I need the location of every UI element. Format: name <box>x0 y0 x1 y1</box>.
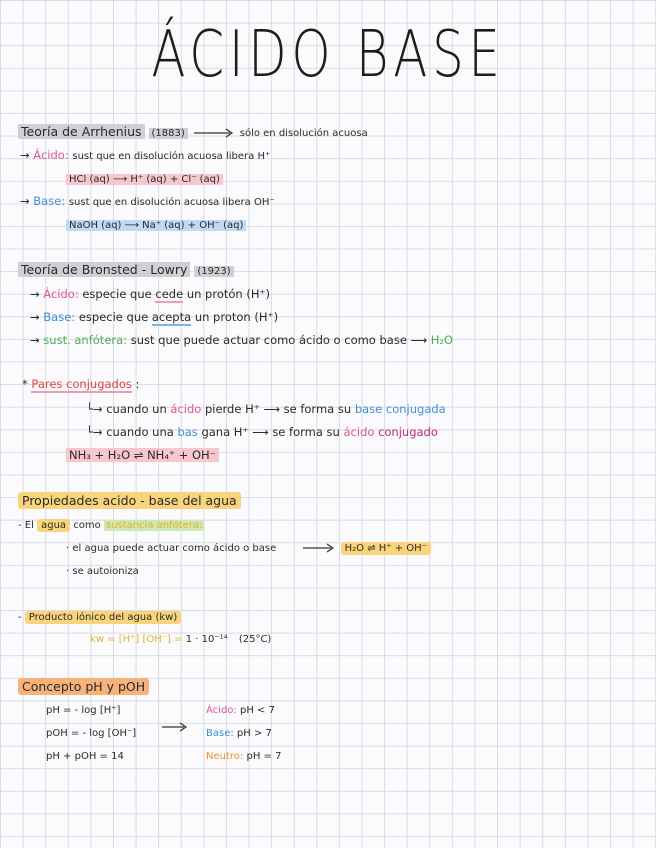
ph-acid-term: Ácido: <box>206 705 237 716</box>
agua-bullet-1 <box>66 541 431 556</box>
pares-l2-mid: gana H⁺ <box>201 425 249 439</box>
pares-l2-base: bas <box>177 425 198 439</box>
agua-b2: · se autoioniza <box>66 566 139 577</box>
bronsted-heading-line <box>18 262 234 279</box>
pares-l2-conj: conjugado <box>378 425 438 439</box>
arrow-right-icon <box>301 543 337 553</box>
bronsted-base-term: Base: <box>43 310 76 324</box>
pares-l1-mid: pierde H⁺ <box>204 402 260 416</box>
agua-l1-mid: como <box>73 520 101 531</box>
agua-bullet-2 <box>66 564 139 579</box>
bullet-arrow-icon: → <box>20 148 30 162</box>
bronsted-acid-line <box>30 287 270 302</box>
arrhenius-base-eq-line <box>66 218 246 233</box>
kw-formula-line <box>90 632 271 647</box>
bronsted-base-verb: acepta <box>151 310 192 324</box>
pares-colon: : <box>135 377 140 391</box>
bronsted-acid-post: un protón (H⁺) <box>186 287 271 301</box>
branch-arrow-icon: └→ <box>86 425 103 439</box>
ph-base-term: Base: <box>206 728 234 739</box>
branch-arrow-icon: └→ <box>86 402 103 416</box>
pares-l2-post: se forma su <box>272 425 340 439</box>
kw-temp: (25°C) <box>238 634 272 645</box>
arrow-right-icon <box>160 722 190 732</box>
ph-neutral-val: pH = 7 <box>246 751 282 762</box>
bronsted-base-line <box>30 310 278 325</box>
arrhenius-acid-term: Ácido: <box>33 148 69 162</box>
bullet-arrow-icon: → <box>30 310 40 324</box>
ph-acid-val: pH < 7 <box>239 705 275 716</box>
arrhenius-base-line <box>20 194 275 210</box>
pares-line-2 <box>86 425 438 440</box>
arrow-right-icon: ⟶ <box>252 425 269 439</box>
arrhenius-base-eq: NaOH (aq) ⟶ Na⁺ (aq) + OH⁻ (aq) <box>66 220 246 231</box>
agua-l1-sust: sustancia anfótera: <box>105 520 203 531</box>
bronsted-acid-verb: cede <box>155 287 184 301</box>
arrhenius-note: sólo en disolución acuosa <box>239 128 368 139</box>
bronsted-heading: Teoría de Bronsted - Lowry <box>18 262 190 277</box>
ph-acid-line <box>206 703 275 718</box>
arrhenius-base-term: Base: <box>33 194 66 208</box>
ph-formula-2: pOH = - log [OH⁻] <box>46 728 137 739</box>
arrhenius-acid-eq: HCl (aq) ⟶ H⁺ (aq) + Cl⁻ (aq) <box>66 174 223 185</box>
bronsted-acid-term: Ácido: <box>43 287 79 301</box>
ph-base-line <box>206 726 272 741</box>
pares-heading: Pares conjugados <box>31 377 132 391</box>
pares-l1-base: base <box>354 402 383 416</box>
bronsted-base-post: un proton (H⁺) <box>194 310 279 324</box>
bullet-arrow-icon: → <box>20 194 30 208</box>
agua-heading-line <box>18 493 241 508</box>
agua-heading: Propiedades acido - base del agua <box>18 492 241 509</box>
bronsted-year: (1923) <box>194 266 233 277</box>
kw-expr: kw = [H⁺] [OH⁻] = <box>90 634 183 645</box>
bronsted-amph-term: sust. anfótera: <box>43 333 128 347</box>
pares-l2-acid: ácido <box>343 425 375 439</box>
bronsted-acid-pre: especie que <box>82 287 152 301</box>
pares-line-1 <box>86 402 446 417</box>
page-title: ÁCIDO BASE <box>151 18 505 92</box>
ph-neutral-term: Neutro: <box>206 751 244 762</box>
agua-l1-water: agua <box>37 519 70 532</box>
pares-l1-post: se forma su <box>283 402 352 416</box>
arrhenius-base-def: sust que en disolución acuosa libera OH⁻ <box>68 197 275 208</box>
agua-b1-eq: H₂O ⇌ H⁺ + OH⁻ <box>341 542 431 555</box>
pares-eq-line <box>66 448 219 463</box>
arrow-right-icon: ⟶ <box>410 333 428 347</box>
arrhenius-acid-def: sust que en disolución acuosa libera H⁺ <box>72 151 271 162</box>
arrow-right-icon <box>192 128 236 138</box>
arrow-right-icon: ⟶ <box>263 402 280 416</box>
ph-neutral-line <box>206 749 281 764</box>
agua-line-1 <box>18 518 204 533</box>
pares-l2-pre: cuando una <box>106 425 174 439</box>
ph-formula-1: pH = - log [H⁺] <box>46 705 121 716</box>
pares-l1-pre: cuando un <box>106 402 167 416</box>
bronsted-amph-example: H₂O <box>430 333 454 347</box>
bronsted-amph-def: sust que puede actuar como ácido o como base <box>130 333 407 347</box>
bronsted-base-pre: especie que <box>78 310 149 324</box>
pares-heading-line <box>22 377 139 392</box>
arrhenius-heading-line <box>18 124 368 141</box>
agua-b1: · el agua puede actuar como ácido o base <box>66 543 277 554</box>
arrhenius-year: (1883) <box>149 128 188 139</box>
arrhenius-heading: Teoría de Arrhenius <box>18 124 145 139</box>
bronsted-amph-line <box>30 333 453 348</box>
ph-formula-3: pH + pOH = 14 <box>46 751 124 762</box>
ph-base-val: pH > 7 <box>236 728 272 739</box>
kw-heading-line <box>18 610 181 625</box>
agua-l1-pre: El <box>24 520 34 531</box>
asterisk-icon: * <box>22 377 28 391</box>
bullet-dash-icon: - <box>18 612 22 623</box>
bullet-arrow-icon: → <box>30 333 40 347</box>
kw-heading: Producto iónico del agua (kw) <box>25 611 181 624</box>
pares-eq: NH₃ + H₂O ⇌ NH₄⁺ + OH⁻ <box>66 448 219 462</box>
kw-value: 1 · 10⁻¹⁴ <box>185 634 228 645</box>
pares-l1-conj: conjugada <box>385 402 446 416</box>
arrhenius-acid-eq-line <box>66 172 223 187</box>
ph-heading: Concepto pH y pOH <box>18 678 149 695</box>
pares-l1-acid: ácido <box>170 402 202 416</box>
bullet-arrow-icon: → <box>30 287 40 301</box>
arrhenius-acid-line <box>20 148 270 164</box>
ph-heading-line <box>18 679 149 694</box>
bullet-dash-icon: - <box>18 520 22 531</box>
